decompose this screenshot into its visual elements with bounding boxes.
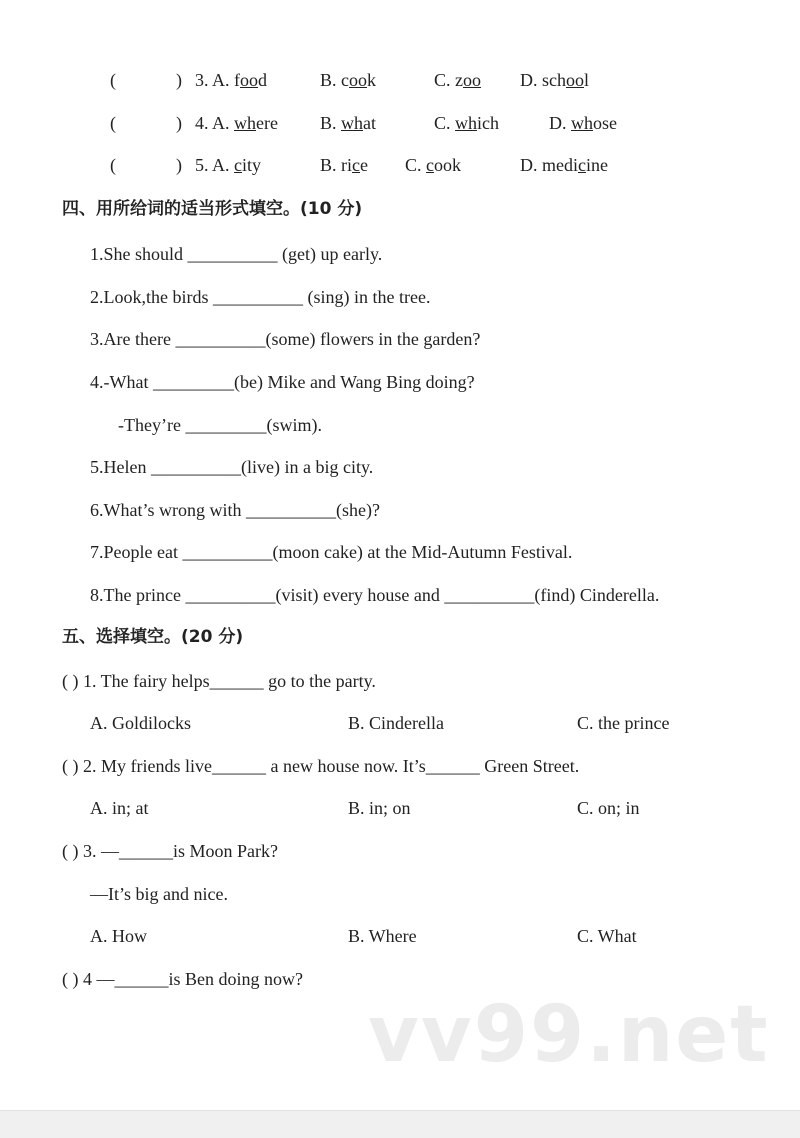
choice-option-c: C. the prince	[577, 713, 670, 733]
choice-question-3: ( ) 3. —______is Moon Park?	[62, 841, 278, 861]
section-heading-part4: 四、用所给词的适当形式填空。(10 分)	[62, 199, 363, 219]
fill-in-item-3: 3.Are there __________(some) flowers in the garden?	[90, 329, 481, 349]
fill-in-item-5: 5.Helen __________(live) in a big city.	[90, 457, 374, 477]
option-b: B. rice	[320, 155, 369, 175]
choice-option-a: A. How	[90, 926, 147, 946]
fill-in-item-8: 8.The prince __________(visit) every house and __________(find) Cinderella.	[90, 585, 660, 605]
choice-option-c: C. on; in	[577, 798, 640, 818]
option-d: D. whose	[549, 113, 617, 133]
answer-paren-open: (	[110, 113, 116, 133]
answer-paren-close: )	[176, 155, 182, 175]
choice-option-a: A. Goldilocks	[90, 713, 191, 733]
option-c: C. zoo	[434, 70, 481, 90]
choice-option-c: C. What	[577, 926, 637, 946]
option-b: B. cook	[320, 70, 376, 90]
choice-question-3-reply: —It’s big and nice.	[90, 884, 228, 904]
option-c: C. cook	[405, 155, 462, 175]
section-heading-part5: 五、选择填空。(20 分)	[62, 627, 244, 647]
choice-option-a: A. in; at	[90, 798, 149, 818]
answer-paren-close: )	[176, 113, 182, 133]
fill-in-item-1: 1.She should __________ (get) up early.	[90, 244, 383, 264]
option-a: 5. A. city	[195, 155, 262, 175]
option-a: 4. A. where	[195, 113, 278, 133]
fill-in-item-4: 4.-What _________(be) Mike and Wang Bing doing?	[90, 372, 475, 392]
fill-in-item-4-reply: -They’re _________(swim).	[118, 415, 322, 435]
option-d: D. school	[520, 70, 590, 90]
option-c: C. which	[434, 113, 500, 133]
answer-paren-close: )	[176, 70, 182, 90]
choice-option-b: B. in; on	[348, 798, 411, 818]
page-bottom-edge	[0, 1110, 800, 1138]
fill-in-item-7: 7.People eat __________(moon cake) at the Mid-Autumn Festival.	[90, 542, 573, 562]
option-d: D. medicine	[520, 155, 608, 175]
choice-question-4: ( ) 4 —______is Ben doing now?	[62, 969, 303, 989]
watermark: vv99.net	[368, 990, 770, 1080]
answer-paren-open: (	[110, 70, 116, 90]
answer-paren-open: (	[110, 155, 116, 175]
choice-option-b: B. Cinderella	[348, 713, 444, 733]
option-b: B. what	[320, 113, 377, 133]
fill-in-item-6: 6.What’s wrong with __________(she)?	[90, 500, 380, 520]
choice-question-2: ( ) 2. My friends live______ a new house now. It’s______ Green Street.	[62, 756, 580, 776]
option-a: 3. A. food	[195, 70, 268, 90]
choice-question-1: ( ) 1. The fairy helps______ go to the party.	[62, 671, 376, 691]
choice-option-b: B. Where	[348, 926, 417, 946]
fill-in-item-2: 2.Look,the birds __________ (sing) in the tree.	[90, 287, 431, 307]
